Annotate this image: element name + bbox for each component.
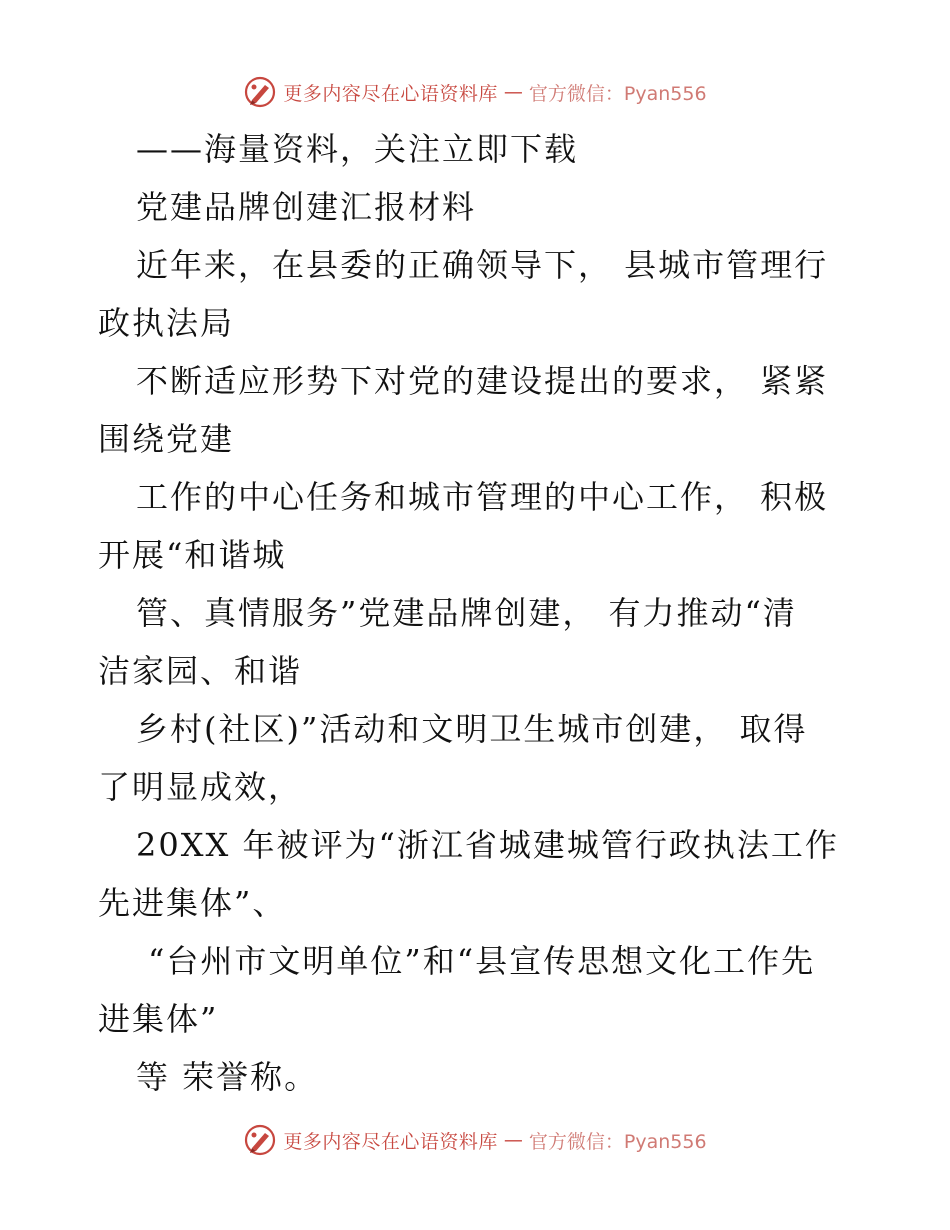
banner-dash: — bbox=[503, 81, 523, 103]
banner-dash: — bbox=[503, 1129, 523, 1151]
pen-logo-icon bbox=[243, 1123, 277, 1157]
document-body bbox=[98, 120, 858, 1106]
paragraph-line: 进集体” bbox=[98, 1000, 219, 1038]
paragraph-line: 开展“和谐城 bbox=[98, 536, 287, 574]
banner-wechat: 官方微信：Pyan556 bbox=[528, 1130, 707, 1153]
header-watermark-banner bbox=[0, 72, 950, 112]
intro-line: ——海量资料，关注立即下载 bbox=[136, 130, 579, 168]
paragraph-line: 乡村(社区)”活动和文明卫生城市创建， 取得 bbox=[136, 710, 808, 748]
banner-text: 更多内容尽在心语资料库 bbox=[283, 1130, 498, 1153]
paragraph-line: 近年来，在县委的正确领导下， 县城市管理行 bbox=[136, 246, 829, 284]
banner-wechat: 官方微信：Pyan556 bbox=[528, 82, 707, 105]
footer-watermark-banner bbox=[0, 1120, 950, 1160]
paragraph-line: 洁家园、和谐 bbox=[98, 652, 303, 690]
paragraph-line: 管、真情服务”党建品牌创建， 有力推动“清 bbox=[136, 594, 797, 632]
document-title: 党建品牌创建汇报材料 bbox=[136, 188, 477, 226]
paragraph-line: 先进集体”、 bbox=[98, 884, 287, 922]
pen-logo-icon bbox=[243, 75, 277, 109]
paragraph-line: 不断适应形势下对党的建设提出的要求， 紧紧 bbox=[136, 362, 829, 400]
banner-text: 更多内容尽在心语资料库 bbox=[283, 82, 498, 105]
paragraph-line: 20XX 年被评为“浙江省城建城管行政执法工作 bbox=[136, 826, 839, 864]
paragraph-line: 等 荣誉称。 bbox=[136, 1058, 319, 1096]
paragraph-line: 围绕党建 bbox=[98, 420, 235, 458]
paragraph-line: 了明显成效， bbox=[98, 768, 303, 806]
paragraph-line: 工作的中心任务和城市管理的中心工作， 积极 bbox=[136, 478, 829, 516]
paragraph-line: “台州市文明单位”和“县宣传思想文化工作先 bbox=[148, 942, 816, 980]
paragraph-line: 政执法局 bbox=[98, 304, 235, 342]
